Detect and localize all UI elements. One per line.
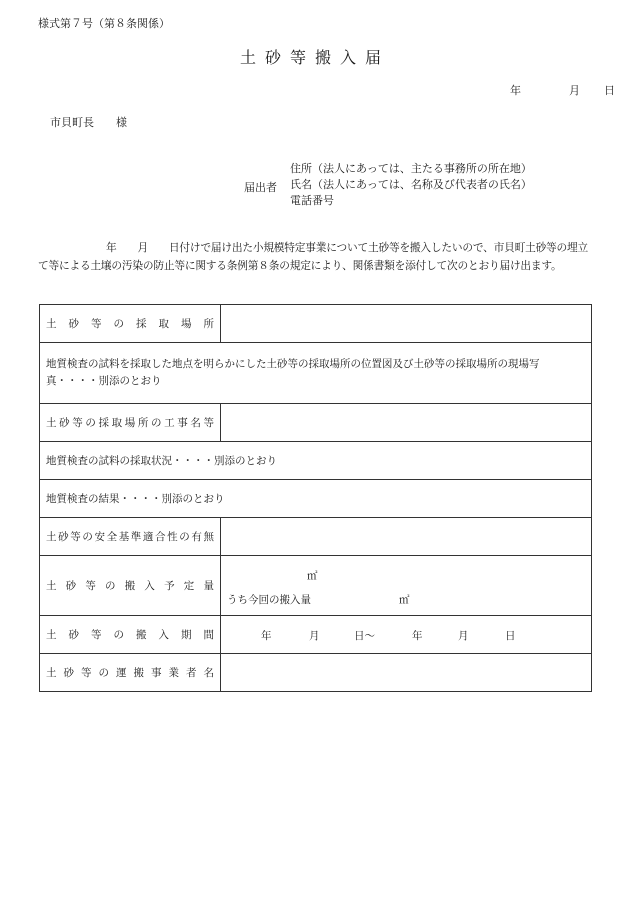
- collection-site-label: 土砂等の採取場所: [40, 305, 221, 343]
- period-start-day: 日～: [354, 630, 375, 642]
- construction-name-label: 土砂等の採取場所の工事名等: [40, 404, 221, 442]
- period-end-year: 年: [412, 630, 423, 642]
- table-row: [40, 616, 592, 654]
- table-row: [40, 343, 592, 404]
- transporter-label: 土砂等の運搬事業者名: [40, 654, 221, 692]
- table-row: [40, 556, 592, 616]
- safety-compliance-value[interactable]: [221, 518, 592, 556]
- period-label: 土砂等の搬入期間: [40, 616, 221, 654]
- period-start-year: 年: [261, 630, 272, 642]
- table-row: [40, 654, 592, 692]
- applicant-info: [290, 161, 532, 209]
- table-row: [40, 442, 592, 480]
- applicant-name-line: 氏名（法人にあっては、名称及び代表者の氏名）: [290, 178, 532, 191]
- applicant-address-line: 住所（法人にあっては、主たる事務所の所在地）: [290, 162, 532, 175]
- planned-volume-label: 土砂等の搬入予定量: [40, 556, 221, 616]
- partial-volume-label: うち今回の搬入量: [227, 594, 311, 606]
- submission-date: [510, 82, 615, 98]
- table-row: [40, 404, 592, 442]
- applicant-label: 届出者: [244, 181, 277, 194]
- volume-unit: ㎡: [307, 570, 318, 582]
- table-row: [40, 305, 592, 343]
- declaration-table: [39, 304, 592, 692]
- date-day: 日: [604, 84, 615, 97]
- sampling-status-row: 地質検査の試料の採取状況・・・・別添のとおり: [40, 442, 592, 480]
- addressee: 市貝町長 様: [50, 116, 127, 129]
- inspection-result-row: 地質検査の結果・・・・別添のとおり: [40, 480, 592, 518]
- table-row: [40, 518, 592, 556]
- transporter-value[interactable]: [221, 654, 592, 692]
- table-row: [40, 480, 592, 518]
- date-month: 月: [569, 84, 580, 97]
- applicant-phone-line: 電話番号: [290, 194, 334, 207]
- collection-site-value[interactable]: [221, 305, 592, 343]
- date-year: 年: [510, 84, 521, 97]
- period-start-month: 月: [309, 630, 320, 642]
- partial-volume-unit: ㎡: [399, 594, 410, 606]
- location-map-photo-row: 地質検査の試料を採取した地点を明らかにした土砂等の採取場所の位置図及び土砂等の採取場所の現場写真・・・・別添のとおり: [40, 343, 592, 404]
- document-title: 土砂等搬入届: [239, 48, 390, 67]
- safety-compliance-label: 土砂等の安全基準適合性の有無: [40, 518, 221, 556]
- planned-volume-value[interactable]: [221, 556, 592, 616]
- period-value[interactable]: [221, 616, 592, 654]
- body-paragraph: 年 月 日付けで届け出た小規模特定事業について土砂等を搬入したいので、市貝町土砂等の埋立て等による土壌の汚染の防止等に関する条例第８条の規定により、関係書類を添付して次のとおり届け出ます。: [38, 241, 589, 272]
- period-end-day: 日: [505, 630, 516, 642]
- form-number: 様式第７号（第８条関係）: [38, 17, 170, 30]
- construction-name-value[interactable]: [221, 404, 592, 442]
- period-end-month: 月: [458, 630, 469, 642]
